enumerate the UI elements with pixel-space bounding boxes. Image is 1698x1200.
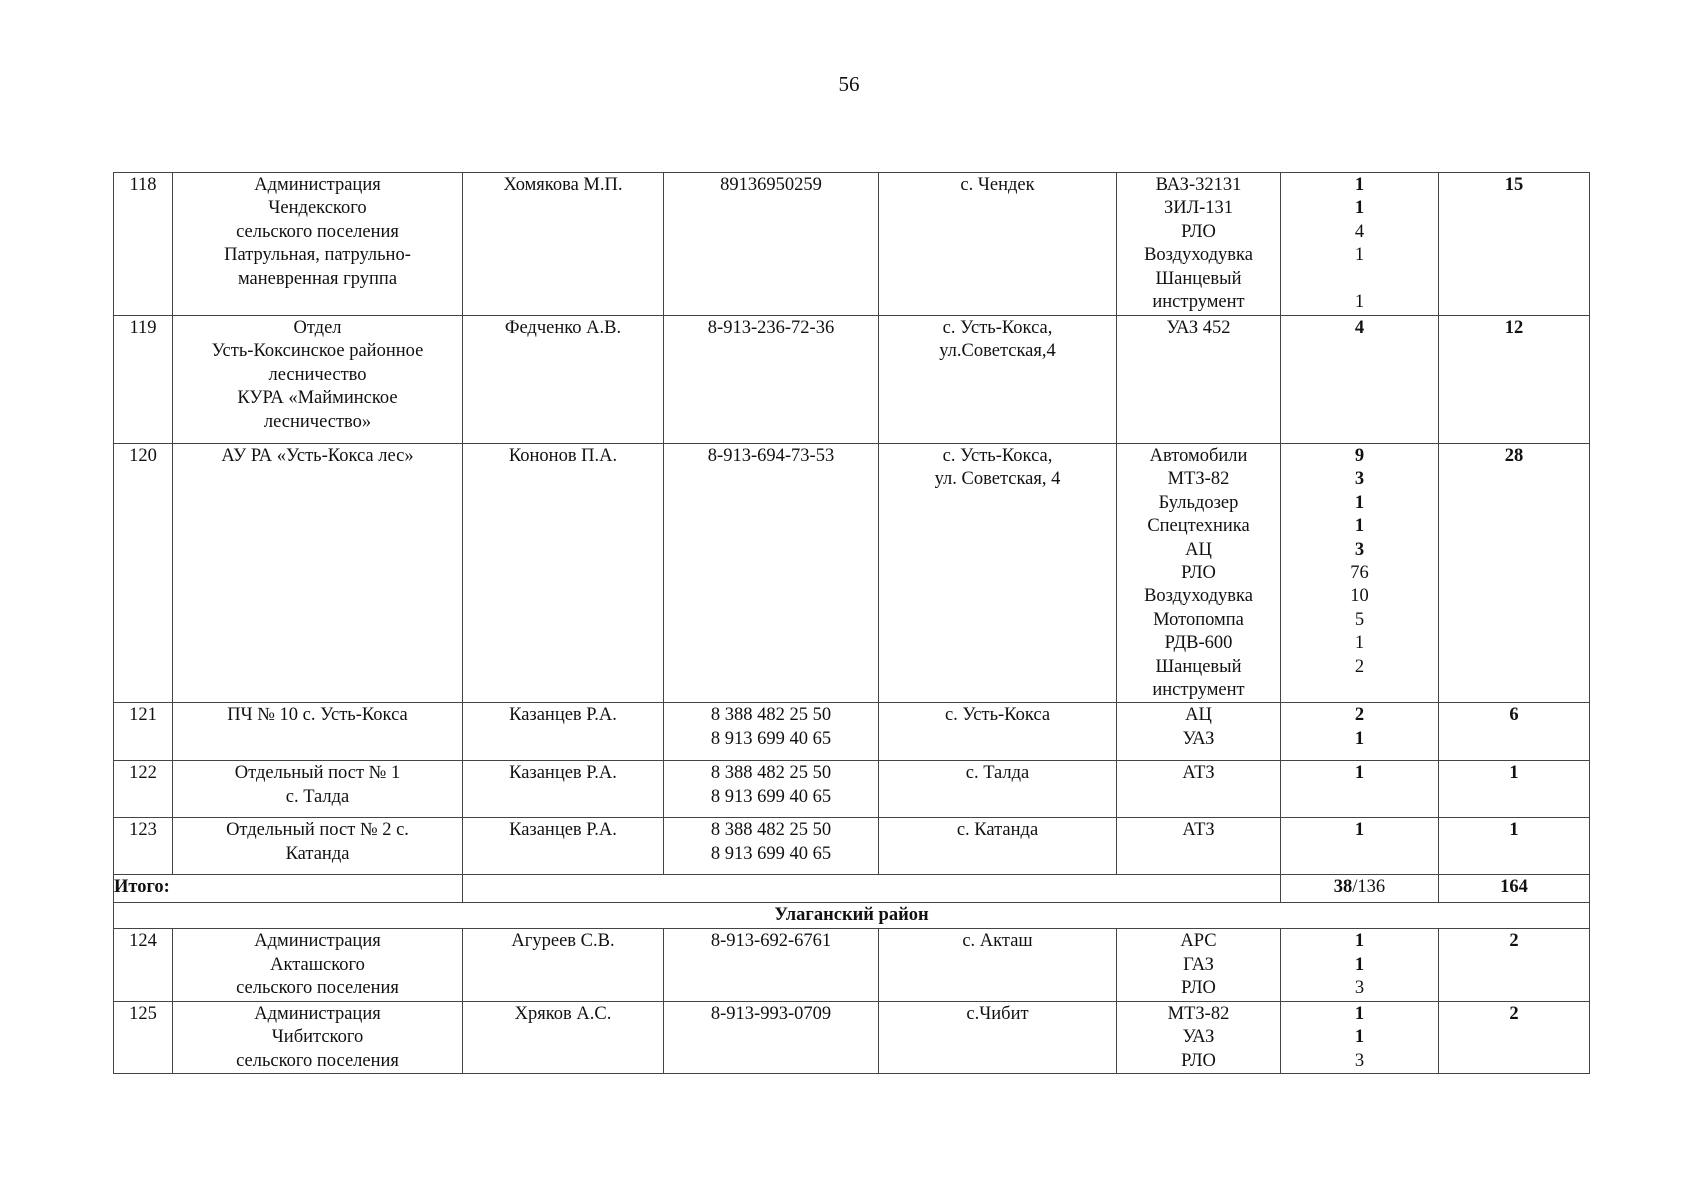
people-count-cell (1439, 818, 1590, 875)
organization-cell (173, 444, 463, 703)
row-number (114, 444, 173, 703)
people-count-cell-line: 6 (1509, 705, 1519, 726)
organization-cell-line: Усть-Коксинское районное (211, 341, 424, 362)
row-number-line: 121 (129, 705, 157, 726)
equipment-cell-line: ВАЗ-32131 (1155, 175, 1242, 195)
organization-cell (173, 1001, 463, 1073)
equipment-cell-line: инструмент (1152, 680, 1245, 701)
table-row (114, 173, 1590, 316)
organization-cell-line: Отдел (293, 318, 342, 338)
equipment-cell-line: Воздуходувка (1144, 245, 1253, 266)
equipment-cell-line: РДВ-600 (1164, 633, 1233, 654)
organization-cell-line: сельского поселения (236, 1050, 399, 1071)
total-qty-cell (1281, 875, 1439, 903)
equipment-cell-line: Спецтехника (1147, 516, 1250, 537)
people-count-cell-line: 2 (1509, 931, 1519, 952)
quantity-cell-line: 4 (1354, 318, 1365, 338)
quantity-cell (1281, 316, 1439, 444)
quantity-cell-line: 4 (1354, 221, 1365, 242)
phone-cell-line: 89136950259 (720, 175, 822, 195)
table-row (114, 818, 1590, 875)
row-number-line: 118 (129, 175, 157, 195)
row-number (114, 1001, 173, 1073)
equipment-cell-line: РЛО (1181, 1050, 1216, 1071)
phone-cell-line: 8 388 482 25 50 (710, 763, 832, 784)
phone-cell (664, 818, 879, 875)
quantity-cell-line: 1 (1354, 728, 1365, 749)
row-number (114, 703, 173, 761)
quantity-cell (1281, 929, 1439, 1001)
organization-cell-line: маневренная группа (237, 268, 398, 289)
address-cell (879, 1001, 1117, 1073)
organization-cell-line: КУРА «Майминское (237, 388, 398, 409)
responsible-person-cell-line: Федченко А.В. (504, 318, 622, 338)
total-qty-bold: 38 (1333, 877, 1353, 898)
equipment-cell-line: Автомобили (1149, 446, 1248, 466)
phone-cell-line: 8 913 699 40 65 (710, 843, 832, 864)
quantity-cell-line: 1 (1354, 1027, 1365, 1048)
responsible-person-cell (463, 818, 664, 875)
address-cell (879, 316, 1117, 444)
equipment-cell-line: Бульдозер (1158, 492, 1239, 513)
equipment-cell (1117, 929, 1281, 1001)
table-row (114, 703, 1590, 761)
quantity-cell-line: 76 (1350, 563, 1369, 584)
quantity-cell-line: 3 (1354, 539, 1365, 560)
organization-cell (173, 316, 463, 444)
responsible-person-cell-line: Хряков А.С. (514, 1003, 612, 1024)
phone-cell (664, 316, 879, 444)
people-count-cell-line: 12 (1504, 318, 1524, 338)
row-number-line: 122 (129, 763, 157, 784)
quantity-cell-line: 1 (1354, 516, 1365, 537)
quantity-cell-line: 1 (1354, 175, 1365, 195)
equipment-cell-line: УАЗ (1182, 728, 1215, 749)
quantity-cell-line: 9 (1354, 446, 1365, 466)
quantity-cell-line: 2 (1354, 705, 1365, 726)
equipment-cell (1117, 703, 1281, 761)
quantity-cell-line: 1 (1354, 820, 1365, 841)
responsible-person-cell (463, 316, 664, 444)
responsible-person-cell (463, 173, 664, 316)
row-number-line: 124 (129, 931, 157, 952)
total-people-cell: 164 (1439, 875, 1590, 903)
organization-cell-line: Администрация (254, 931, 381, 952)
quantity-cell-line: 3 (1354, 978, 1365, 999)
organization-cell-line: Администрация (254, 175, 381, 195)
people-count-cell (1439, 1001, 1590, 1073)
quantity-cell (1281, 703, 1439, 761)
address-cell-line: ул. Советская, 4 (934, 469, 1061, 490)
phone-cell (664, 1001, 879, 1073)
district-heading: Улаганский район (114, 903, 1590, 929)
quantity-cell (1281, 1001, 1439, 1073)
equipment-cell-line: АТЗ (1182, 820, 1215, 841)
equipment-cell (1117, 316, 1281, 444)
equipment-cell-line: ГАЗ (1183, 954, 1214, 975)
organization-cell-line: Администрация (254, 1003, 381, 1024)
quantity-cell-line: 1 (1354, 931, 1365, 952)
responsible-person-cell (463, 703, 664, 761)
quantity-cell (1281, 818, 1439, 875)
quantity-cell-line: 1 (1354, 633, 1365, 654)
address-cell (879, 761, 1117, 818)
phone-cell-line: 8 388 482 25 50 (710, 705, 832, 726)
quantity-cell-line: 1 (1354, 763, 1365, 784)
quantity-cell (1281, 173, 1439, 316)
equipment-cell-line: УАЗ 452 (1166, 318, 1231, 338)
equipment-cell (1117, 761, 1281, 818)
equipment-cell-line: РЛО (1181, 563, 1216, 584)
phone-cell-line: 8 388 482 25 50 (710, 820, 832, 841)
row-number (114, 929, 173, 1001)
phone-cell-line: 8 913 699 40 65 (710, 786, 832, 807)
total-label: Итого: (114, 875, 463, 903)
phone-cell-line: 8 913 699 40 65 (710, 728, 832, 749)
row-number (114, 818, 173, 875)
address-cell (879, 703, 1117, 761)
equipment-cell (1117, 173, 1281, 316)
row-number (114, 173, 173, 316)
quantity-cell-line: 1 (1354, 492, 1365, 513)
address-cell-line: с. Талда (965, 763, 1030, 784)
people-count-cell (1439, 316, 1590, 444)
people-count-cell (1439, 703, 1590, 761)
row-number-line: 120 (129, 446, 157, 466)
organization-cell (173, 703, 463, 761)
responsible-person-cell (463, 761, 664, 818)
people-count-cell-line: 28 (1504, 446, 1524, 466)
table-row (114, 761, 1590, 818)
equipment-cell-line: РЛО (1181, 978, 1216, 999)
responsible-person-cell (463, 444, 664, 703)
organization-cell-line: сельского поселения (236, 978, 399, 999)
table-row (114, 929, 1590, 1001)
phone-cell-line: 8-913-694-73-53 (707, 446, 835, 466)
responsible-person-cell (463, 929, 664, 1001)
organization-cell (173, 761, 463, 818)
equipment-cell (1117, 1001, 1281, 1073)
organization-cell-line: лесничество» (263, 411, 372, 432)
address-cell (879, 929, 1117, 1001)
organization-cell-line: Патрульная, патрульно- (224, 245, 411, 266)
quantity-cell-line: 1 (1354, 245, 1365, 266)
quantity-cell-line (1284, 268, 1435, 291)
people-count-cell-line: 2 (1509, 1003, 1519, 1024)
phone-cell (664, 444, 879, 703)
responsible-person-cell (463, 1001, 664, 1073)
row-number-line: 123 (129, 820, 157, 841)
people-count-cell-line: 1 (1509, 763, 1519, 784)
responsible-person-cell-line: Агуреев С.В. (511, 931, 615, 952)
address-cell-line: с. Усть-Кокса (944, 705, 1051, 726)
quantity-cell-line: 1 (1354, 292, 1365, 313)
phone-cell (664, 173, 879, 316)
organization-cell-line: лесничество (268, 364, 367, 385)
table-row (114, 444, 1590, 703)
total-empty-cell (463, 875, 1281, 903)
phone-cell (664, 761, 879, 818)
responsible-person-cell-line: Казанцев Р.А. (509, 763, 617, 784)
total-section (114, 875, 1590, 929)
phone-cell-line: 8-913-993-0709 (710, 1003, 832, 1024)
phone-cell-line: 8-913-236-72-36 (707, 318, 835, 338)
equipment-cell-line: АЦ (1185, 539, 1212, 560)
total-row (114, 875, 1590, 903)
equipment-cell (1117, 818, 1281, 875)
people-count-cell (1439, 173, 1590, 316)
table-row (114, 316, 1590, 444)
organization-cell-line: Отдельный пост № 2 с. (226, 820, 409, 841)
organization-cell (173, 173, 463, 316)
equipment-cell-line: УАЗ (1182, 1027, 1215, 1048)
organization-cell-line: Чендекского (268, 198, 367, 219)
table-body-part-2 (114, 929, 1590, 1073)
equipment-cell-line: инструмент (1152, 292, 1245, 313)
people-count-cell (1439, 761, 1590, 818)
table-row (114, 1001, 1590, 1073)
total-qty-rest: /136 (1352, 877, 1386, 898)
address-cell-line: ул.Советская,4 (939, 341, 1056, 362)
quantity-cell-line: 1 (1354, 198, 1365, 219)
responsible-person-cell-line: Казанцев Р.А. (509, 705, 617, 726)
address-cell (879, 818, 1117, 875)
organization-cell-line: АУ РА «Усть-Кокса лес» (221, 446, 414, 466)
people-count-cell (1439, 929, 1590, 1001)
equipment-cell-line: Шанцевый (1155, 268, 1242, 289)
address-cell-line: с. Акташ (962, 931, 1033, 952)
quantity-cell (1281, 444, 1439, 703)
quantity-cell-line: 10 (1350, 586, 1369, 607)
phone-cell (664, 703, 879, 761)
row-number (114, 316, 173, 444)
organization-cell-line: Чибитского (271, 1027, 364, 1048)
organization-cell (173, 929, 463, 1001)
equipment-cell-line: Воздуходувка (1144, 586, 1253, 607)
equipment-cell-line: Шанцевый (1155, 656, 1242, 677)
row-number-line: 119 (129, 318, 157, 338)
quantity-cell-line: 3 (1354, 469, 1365, 490)
quantity-cell-line: 1 (1354, 1003, 1365, 1024)
quantity-cell-line: 1 (1354, 954, 1365, 975)
district-row (114, 903, 1590, 929)
address-cell-line: с. Чендек (960, 175, 1035, 195)
quantity-cell-line: 3 (1354, 1050, 1365, 1071)
address-cell (879, 444, 1117, 703)
address-cell-line: с. Усть-Кокса, (942, 318, 1053, 338)
organization-cell-line: ПЧ № 10 с. Усть-Кокса (227, 705, 408, 726)
row-number (114, 761, 173, 818)
equipment-cell-line: АРС (1180, 931, 1217, 952)
address-cell (879, 173, 1117, 316)
people-count-cell-line: 15 (1504, 175, 1524, 195)
address-cell-line: с.Чибит (966, 1003, 1029, 1024)
page-number: 56 (838, 72, 860, 96)
organization-cell-line: сельского поселения (236, 221, 399, 242)
organization-cell-line: Катанда (285, 843, 350, 864)
people-count-cell-line: 1 (1509, 820, 1519, 841)
equipment-cell-line: АЦ (1185, 705, 1212, 726)
organization-cell (173, 818, 463, 875)
organization-cell-line: Отдельный пост № 1 (234, 763, 401, 784)
people-count-cell (1439, 444, 1590, 703)
table-body-part-1 (114, 173, 1590, 875)
phone-cell (664, 929, 879, 1001)
equipment-cell-line: Мотопомпа (1153, 609, 1244, 630)
address-cell-line: с. Катанда (956, 820, 1039, 841)
organization-cell-line: Акташского (270, 954, 365, 975)
equipment-cell (1117, 444, 1281, 703)
equipment-cell-line: МТЗ-82 (1167, 469, 1230, 490)
equipment-cell-line: ЗИЛ-131 (1163, 198, 1234, 219)
responsible-person-cell-line: Казанцев Р.А. (509, 820, 617, 841)
phone-cell-line: 8-913-692-6761 (710, 931, 832, 952)
quantity-cell-line: 2 (1354, 656, 1365, 677)
resources-table (113, 172, 1590, 1074)
equipment-cell-line: РЛО (1181, 221, 1216, 242)
quantity-cell (1281, 761, 1439, 818)
responsible-person-cell-line: Хомякова М.П. (503, 175, 623, 195)
address-cell-line: с. Усть-Кокса, (942, 446, 1053, 466)
organization-cell-line: с. Талда (285, 786, 350, 807)
equipment-cell-line: АТЗ (1182, 763, 1215, 784)
responsible-person-cell-line: Кононов П.А. (508, 446, 618, 466)
equipment-cell-line: МТЗ-82 (1167, 1003, 1230, 1024)
quantity-cell-line: 5 (1354, 609, 1365, 630)
row-number-line: 125 (129, 1003, 157, 1024)
